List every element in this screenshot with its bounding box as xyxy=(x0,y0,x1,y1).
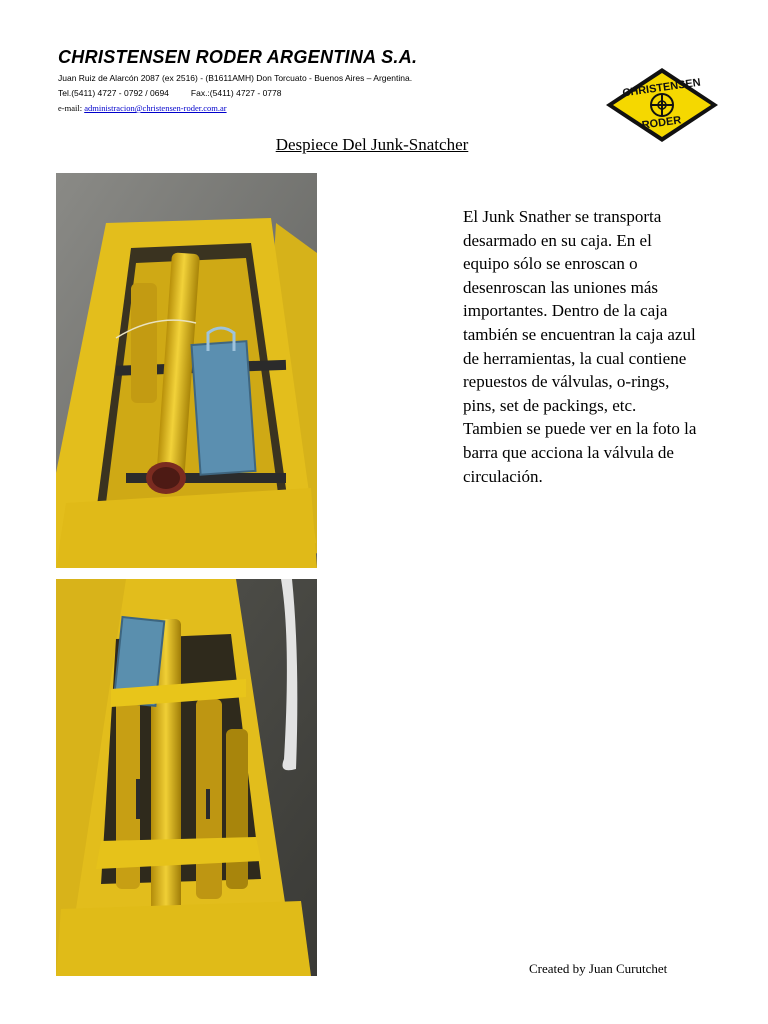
author-credit: Created by Juan Curutchet xyxy=(529,961,668,976)
phone-number: Tel.(5411) 4727 - 0792 / 0694 xyxy=(58,88,169,98)
junk-snatcher-box-photo-top xyxy=(56,173,317,568)
logo-text-top: CHRISTENSEN xyxy=(621,76,702,100)
email-link[interactable]: administracion@christensen-roder.com.ar xyxy=(84,103,227,113)
company-name: CHRISTENSEN RODER ARGENTINA S.A. xyxy=(58,47,418,67)
email-label: e-mail: xyxy=(58,103,85,113)
company-email-line xyxy=(58,103,227,113)
fax-number: Fax.:(5411) 4727 - 0778 xyxy=(190,88,282,98)
page-title: Despiece Del Junk-Snatcher xyxy=(275,135,469,154)
company-address: Juan Ruiz de Alarcón 2087 (ex 2516) - (B1611AMH) Don Torcuato - Buenos Aires – Argentina. xyxy=(58,73,413,83)
junk-snatcher-box-photo-bottom xyxy=(56,579,317,976)
description-paragraph: El Junk Snather se transporta desarmado en su caja. En el equipo sólo se enroscan o desenroscan las uniones más importantes. Dentro de la caja también se encuentran la caja azul de herramientas, la cual contiene repuestos de válvulas, o-rings, pins, set de packings, etc. Tambien se puede ver en la foto la barra que acciona la válvula de circulación. xyxy=(463,207,697,486)
company-phone-line xyxy=(58,88,281,98)
christensen-roder-logo xyxy=(604,66,720,144)
logo-text-bottom: RODER xyxy=(641,114,683,132)
